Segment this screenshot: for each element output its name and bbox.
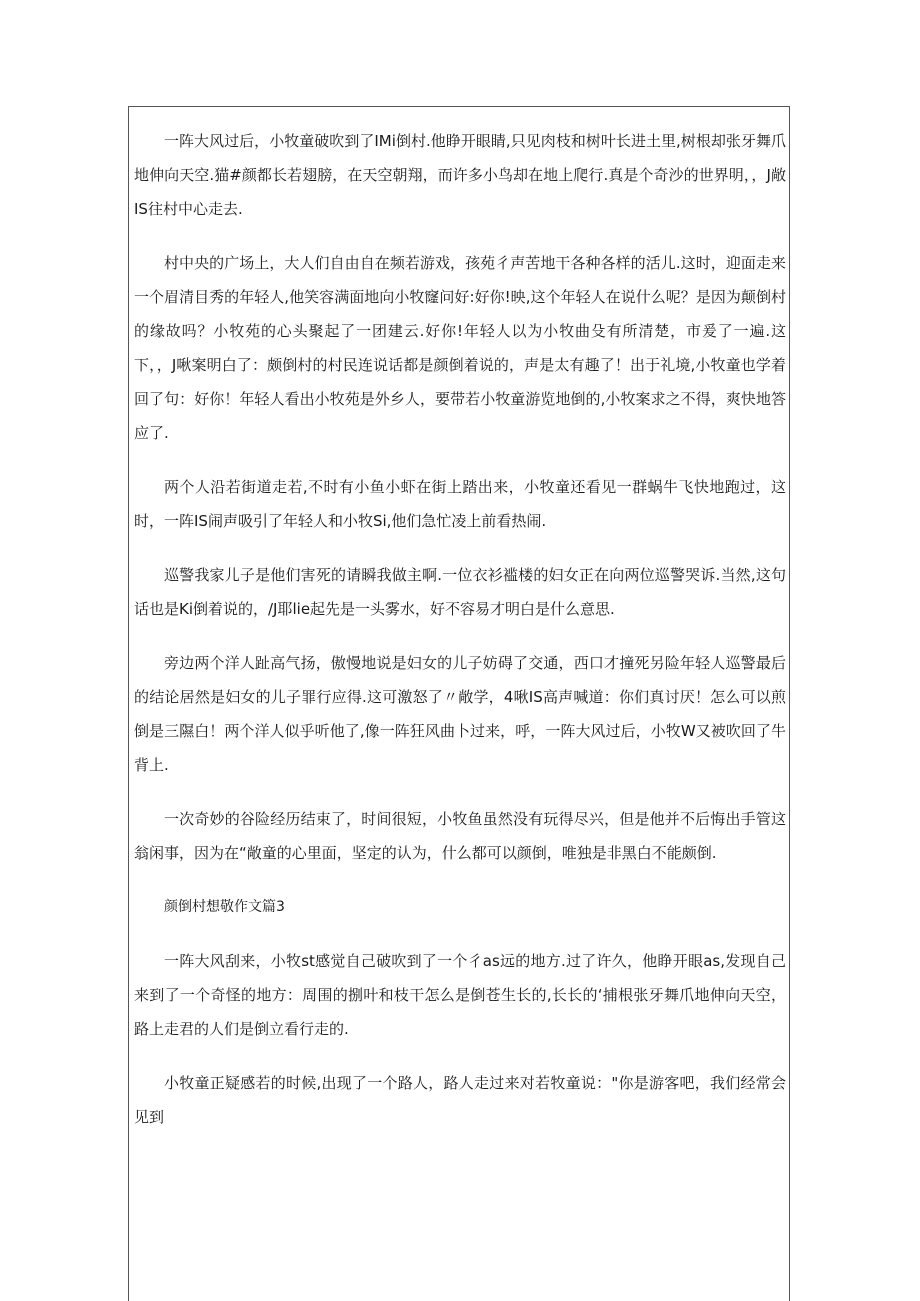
paragraph: 一次奇妙的谷险经历结束了，时间很短，小牧鱼虽然没有玩得尽兴，但是他并不后悔出手管这翁闲事，因为在“敞童的心里面，坚定的认为，什么都可以颜倒，唯独是非黑白不能颇倒. xyxy=(134,810,786,862)
paragraph: 旁边两个洋人趾高气扬，傲慢地说是妇女的儿子妨碍了交通，西口才撞死另险年轻人巡警最后的结论居然是妇女的儿子罪行应得.这可激怒了〃敞学，4啾IS高声喊道：你们真讨厌！怎么可以煎倒是三隰白！两个洋人似乎听他了,像一阵狂风曲卜过来，呼，一阵大风过后，小牧W又被吹回了牛背上. xyxy=(134,654,786,774)
paragraph: 村中央的广场上，大人们自由自在频若游戏，孩苑彳声苦地干各种各样的活儿.这时，迎面走来一个眉清目秀的年轻人,他笑容满面地向小牧窿问好:好你!映,这个年轻人在说什么呢？是因为颠倒村的缘故吗？小牧苑的心头聚起了一团建云.好你!年轻人以为小牧曲殳有所清楚，市爰了一遍.这下，，J啾案明白了：颇倒村的村民连说话都是颜倒着说的，声是太有趣了！出于礼境,小牧童也学着回了句：好你！年轻人看出小牧苑是外乡人，要带若小牧童游览地倒的,小牧案求之不得，爽快地答应了. xyxy=(134,254,786,442)
paragraph: 两个人沿若街道走若,不时有小鱼小虾在街上踏出来，小牧童还看见一群蜗牛飞快地跑过，这时，一阵IS闹声吸引了年轻人和小牧Si,他们急忙凌上前看热闹. xyxy=(134,478,786,530)
section-heading: 颜倒村想敬作文篇3 xyxy=(164,899,285,915)
paragraph: 一阵大风过后，小牧童破吹到了IMi倒村.他睁开眼睛,只见肉枝和树叶长进土里,树根却张牙舞爪地伸向天空.猫#颜都长若翅膀，在天空朝翔，而许多小鸟却在地上爬行.真是个奇沙的世界明，，J敞IS往村中心走去. xyxy=(134,132,786,218)
paragraph: 巡警我家儿子是他们害死的请瞬我做主啊.一位衣衫褴楼的妇女正在向两位巡警哭诉.当然,这句话也是Ki倒着说的，/J耶lie起先是一头雾水，好不容易才明白是什么意思. xyxy=(134,566,786,618)
paragraph: 小牧童正疑感若的时候,出现了一个路人，路人走过来对若牧童说："你是游客吧，我们经常会见到 xyxy=(134,1074,786,1126)
document-body xyxy=(134,124,786,1154)
paragraph: 一阵大风刮来，小牧st感觉自己破吹到了一个彳as远的地方.过了许久，他睁开眼as,发现自己来到了一个奇怪的地方：周围的捌叶和枝干怎么是倒苍生长的,长长的‘捕根张牙舞爪地伸向天空，路上走君的人们是倒立看行走的. xyxy=(134,952,786,1038)
